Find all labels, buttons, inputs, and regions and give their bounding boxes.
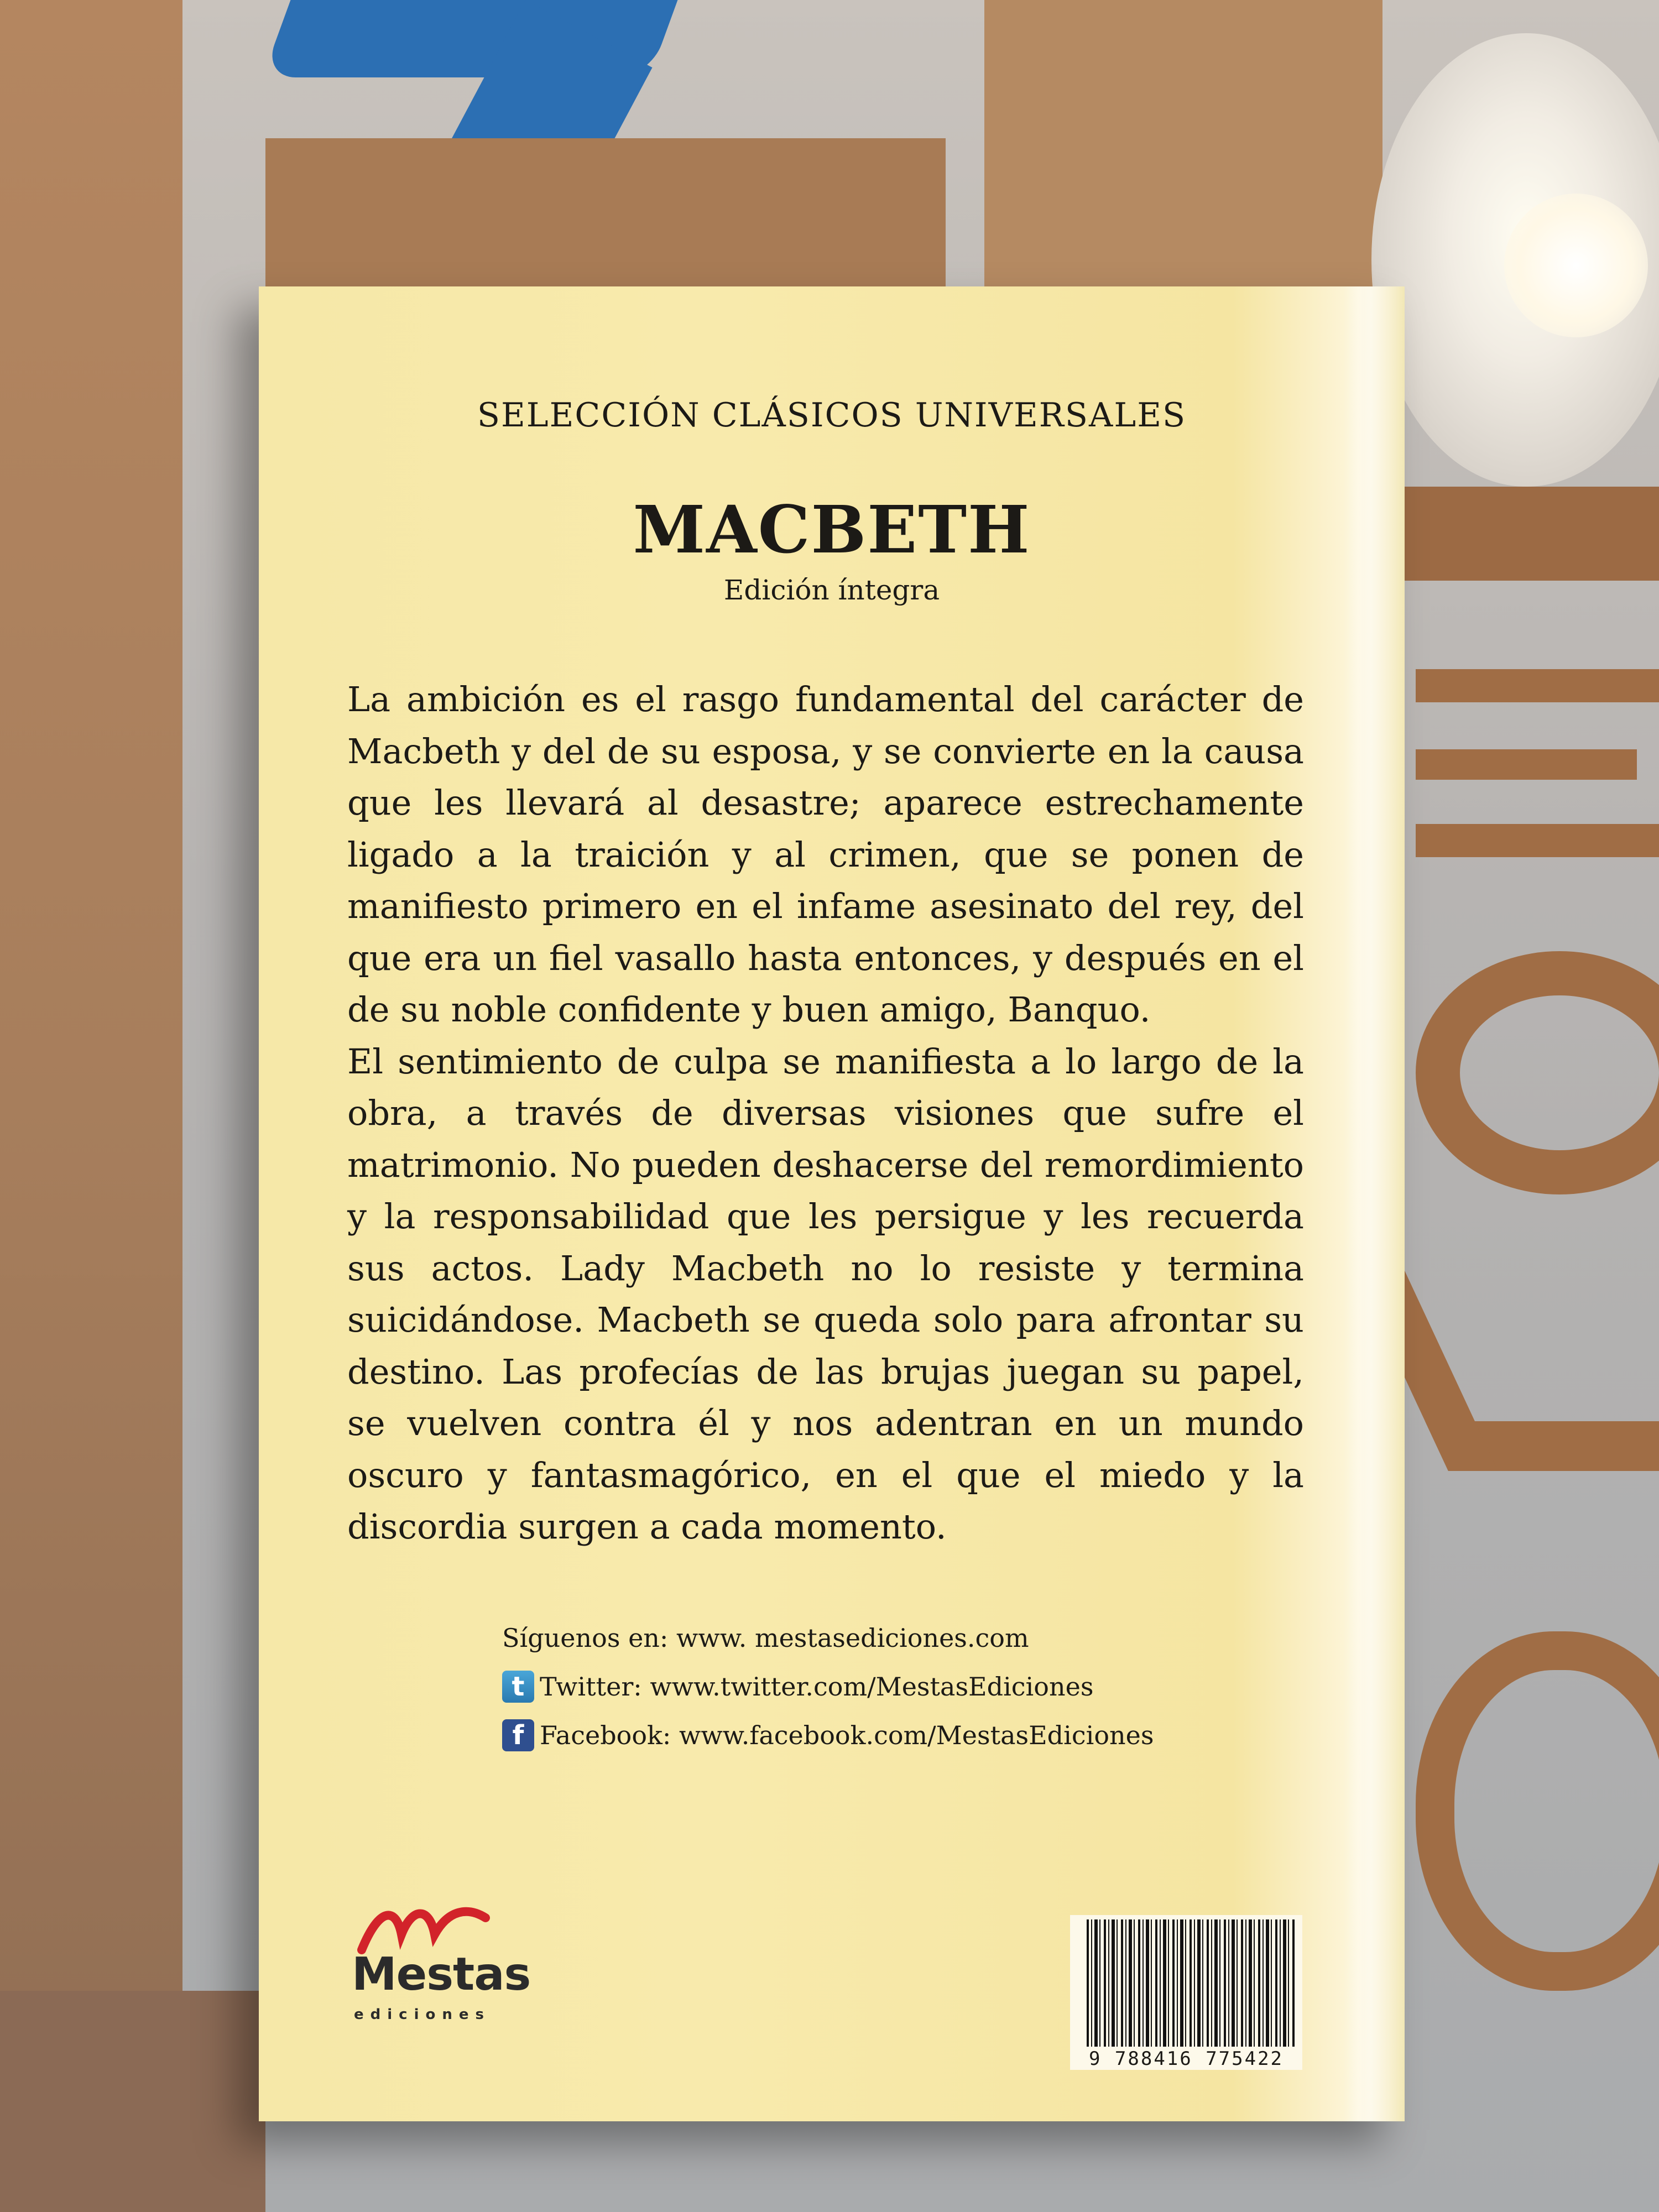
facebook-icon: f xyxy=(502,1719,534,1751)
background-brown-band xyxy=(1394,487,1659,581)
publisher-logo xyxy=(352,1901,531,2039)
book-title: MACBETH xyxy=(633,491,1031,568)
publisher-subname: ediciones xyxy=(354,2006,491,2023)
edition-subtitle: Edición íntegra xyxy=(723,574,940,606)
facebook-text: Facebook: www.facebook.com/MestasEdiciones xyxy=(540,1720,1154,1750)
barcode-bars xyxy=(1087,1919,1297,2047)
website-line: Síguenos en: www. mestasediciones.com xyxy=(502,1623,1029,1653)
publisher-name: Mestas xyxy=(352,1948,531,2001)
background-left-strip xyxy=(0,0,182,2212)
twitter-line xyxy=(502,1662,1154,1711)
book-back-cover xyxy=(259,286,1405,2121)
isbn-number: 9 788416 775422 xyxy=(1088,2048,1284,2070)
synopsis xyxy=(347,674,1304,1553)
twitter-text: Twitter: www.twitter.com/MestasEdiciones xyxy=(540,1672,1094,1702)
background-bottom-left xyxy=(0,1991,265,2212)
social-links xyxy=(502,1614,1154,1760)
series-title: SELECCIÓN CLÁSICOS UNIVERSALES xyxy=(477,396,1187,435)
synopsis-paragraph-1: La ambición es el rasgo fundamental del carácter de Macbeth y del de su esposa, y se convierte en la causa que les llevará al desastre; aparece estrechamente ligado a la traición y al crimen, que se ponen de manifiesto primero en el infame asesinato del rey, del que era un fiel vasallo hasta entonces, y después en el de su noble confidente y buen amigo, Banquo. xyxy=(347,679,1304,1030)
background-brown-shape xyxy=(265,138,946,304)
synopsis-paragraph-2: El sentimiento de culpa se manifiesta a lo largo de la obra, a través de diversas visiones que sufre el matrimonio. No pueden deshacerse del remordimiento y la responsabilidad que les persigue y les recuerda sus actos. Lady Macbeth no lo resiste y termina suicidándose. Macbeth se queda solo para afrontar su destino. Las profecías de las brujas juegan su papel, se vuelven contra él y nos adentran en un mundo oscuro y fantasmagórico, en el que el miedo y la discordia surgen a cada momento. xyxy=(347,1041,1304,1547)
facebook-line xyxy=(502,1711,1154,1760)
lamp-light xyxy=(1504,194,1648,337)
twitter-icon: t xyxy=(502,1671,534,1703)
background-brown-shape-right xyxy=(984,0,1383,310)
background-letter-e-bar xyxy=(1416,749,1637,780)
isbn-barcode xyxy=(1070,1915,1302,2070)
